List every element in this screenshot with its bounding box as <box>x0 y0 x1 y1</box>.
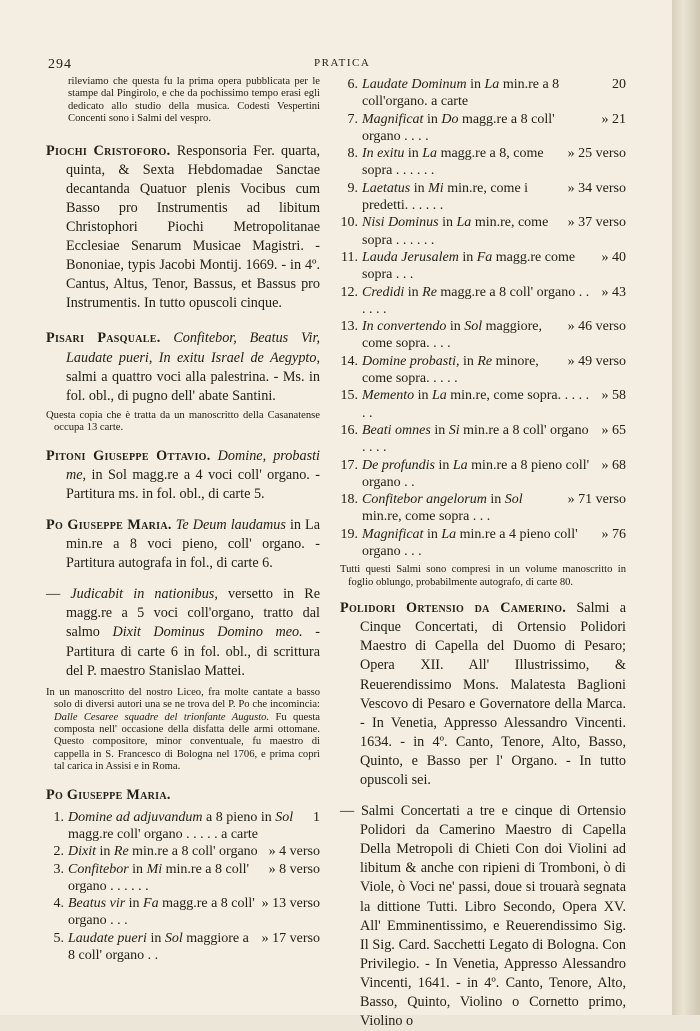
psalm-item <box>46 843 320 860</box>
key-name: La <box>431 388 447 404</box>
work-title: Judicabit in nationibus, <box>70 586 218 603</box>
item-text: in <box>128 896 140 912</box>
folio-ref: » 37 verso <box>567 215 626 231</box>
psalm-title: Lauda Jerusalem <box>362 249 459 265</box>
item-text: a 8 pieno in <box>206 809 272 825</box>
work-title: Dixit Dominus Domino meo. <box>112 624 303 641</box>
author-name: Pisari Pasquale. <box>46 330 161 347</box>
psalm-item <box>46 861 320 896</box>
folio-ref: » 8 verso <box>268 861 320 877</box>
folio-ref: » 71 verso <box>567 492 626 508</box>
item-number: 6. <box>347 77 358 92</box>
item-text: min.re, come sopra. . . . . . . <box>362 388 590 421</box>
item-text: min.re a 4 pieno coll' organo . . . <box>362 526 578 560</box>
salmi-note: Tutti questi Salmi sono compresi in un volume manoscritto in foglio oblungo, probabilmente autografo, di carte 80. <box>340 564 626 588</box>
key-name: La <box>441 526 457 542</box>
item-number: 3. <box>53 861 64 877</box>
item-number: 9. <box>347 180 358 196</box>
psalm-title: Magnificat <box>362 111 424 127</box>
folio-ref: » 13 verso <box>261 896 320 912</box>
psalm-item <box>340 214 626 249</box>
entry-text: in Sol magg.re a 4 voci coll' organo. - Partitura ms. in fol. obl., di carte 5. <box>66 466 320 502</box>
psalm-item <box>340 180 626 215</box>
author-name: Pitoni Giuseppe Ottavio. <box>46 447 211 464</box>
item-text: in <box>490 492 502 508</box>
item-text: min.re, come sopra . . . <box>362 509 491 525</box>
key-name: Re <box>113 844 129 860</box>
dash: — <box>46 586 61 603</box>
item-line <box>68 809 320 844</box>
item-line <box>68 895 320 930</box>
folio-ref: » 17 verso <box>261 930 320 946</box>
psalm-title: Laetatus <box>362 180 411 196</box>
folio-ref: » 65 <box>601 422 626 438</box>
item-number: 1. <box>53 809 64 825</box>
item-line <box>362 457 626 492</box>
entry-text: in La min.re a 8 voci pieno, coll' organo. - Partitura autografa in fol., di carte 6. <box>66 516 320 572</box>
psalm-item <box>340 284 626 319</box>
key-name: Re <box>477 353 493 369</box>
po-note <box>46 687 320 774</box>
entry-text: Salmi Concertati a tre e cinque di Ortensio Polidori da Camerino Maestro di Capella Della Metropoli di Chieti Con doi Violini ad libitum & anche con ripieni di Tromboni, ò di Viole, ò Voci ne' passi, doue si trouarà segnata la dittione Tutti. Libro Secondo, Opera XV. All' Emminentissimo, e Reuerendissimo Sig. Il Sig. Card. Sacchetti Legato di Bologna. Con Privilegio. - In Venetia, Appresso Alessandro Vincenti, 1641. - in 4º. Canto, Tenore, Alto, Basso, Quinto, Violino o Cornetto primo, Violino o <box>360 803 627 1030</box>
psalm-list-right <box>340 76 626 560</box>
item-line <box>362 353 626 388</box>
item-line <box>362 180 626 215</box>
item-text: min.re a 8 coll'organo. a carte <box>362 77 560 110</box>
key-name: Do <box>441 111 459 127</box>
item-text: magg.re coll' organo . . . . . a carte <box>68 826 259 842</box>
key-name: La <box>484 77 500 92</box>
item-number: 7. <box>347 111 358 127</box>
item-line <box>362 526 626 561</box>
author-name: Po Giuseppe Maria. <box>46 516 172 533</box>
key-name: Sol <box>164 930 183 946</box>
item-text: in <box>449 319 461 335</box>
item-text: maggiore a 8 coll' organo . . <box>68 930 249 963</box>
psalm-title: Laudate pueri <box>68 930 147 946</box>
entry-pisari <box>46 329 320 405</box>
item-number: 17. <box>340 457 358 473</box>
author-name: Po Giuseppe Maria. <box>46 786 171 803</box>
psalm-item <box>340 249 626 284</box>
item-text: magg.re a 8 coll' organo . . . . . . <box>362 284 590 317</box>
item-text: in <box>462 353 474 369</box>
psalm-title: In exitu <box>362 146 405 162</box>
item-text: in <box>442 215 454 231</box>
folio-ref: » 46 verso <box>567 319 626 335</box>
item-number: 8. <box>347 146 358 162</box>
key-name: La <box>422 146 438 162</box>
folio-ref: 20 <box>612 77 626 92</box>
item-text: in <box>462 249 474 265</box>
entry-text: versetto in Re magg.re a 5 voci coll'organo, tratto dal salmo <box>66 586 321 641</box>
entry-piochi <box>46 142 320 314</box>
psalm-item <box>340 387 626 422</box>
running-title: PRATICA <box>314 57 371 69</box>
key-name: Sol <box>504 492 523 508</box>
psalm-item <box>340 76 626 111</box>
item-text: in <box>132 861 144 877</box>
item-text: magg.re come sopra . . . <box>362 249 576 283</box>
key-name: La <box>452 457 468 473</box>
key-name: Mi <box>428 180 444 196</box>
folio-ref: » 34 verso <box>567 180 626 196</box>
right-column <box>340 76 626 1031</box>
entry-text: - Partitura di carte 6 in fol. obl., di scrittura del P. maestro Stanislao Mattei. <box>66 624 320 679</box>
psalm-title: Memento <box>362 388 415 404</box>
left-column <box>46 76 320 964</box>
item-text: in <box>470 77 482 92</box>
psalm-list-left <box>46 809 320 965</box>
psalm-item <box>46 809 320 844</box>
item-text: min.re, come i predetti. . . . . . <box>362 180 529 214</box>
key-name: Re <box>422 284 437 300</box>
psalm-item <box>340 145 626 180</box>
psalm-item <box>340 457 626 492</box>
entry-text: salmi a quattro voci alla palestrina. - Ms. in fol. obl., di pugno dell' abate Santini. <box>66 368 320 404</box>
item-number: 2. <box>53 844 64 860</box>
psalm-title: Laudate Dominum <box>362 77 467 92</box>
psalm-title: Domine ad adjuvandum <box>68 809 203 825</box>
item-text: in <box>413 180 425 196</box>
item-text: minore, come sopra. . . . . <box>362 353 539 387</box>
psalm-item <box>340 318 626 353</box>
folio-ref: » 43 <box>601 284 626 300</box>
item-line <box>362 111 626 146</box>
item-line <box>362 214 626 249</box>
entry-po-judicabit <box>46 585 320 680</box>
author-name: Piochi Cristoforo. <box>46 142 171 159</box>
item-text: magg.re a 8, come sopra . . . . . . <box>362 146 544 179</box>
item-text: in <box>407 146 419 162</box>
psalm-title: Confitebor <box>68 861 129 877</box>
key-name: La <box>456 215 472 231</box>
item-number: 18. <box>340 492 358 508</box>
psalm-title: De profundis <box>362 457 435 473</box>
folio-ref: » 68 <box>601 457 626 473</box>
work-title: Domine, probasti me, <box>66 447 320 483</box>
item-number: 11. <box>341 249 358 265</box>
item-line <box>68 861 320 896</box>
pisari-note: Questa copia che è tratta da un manoscritto della Casanatense occupa 13 carte. <box>46 409 320 434</box>
item-text: min.re, come sopra . . . . . . <box>362 215 549 248</box>
item-text: min.re a 8 pieno coll' organo . . <box>362 457 590 490</box>
work-title: Confitebor, Beatus Vir, Laudate pueri, In exitu Israel de Aegypto, <box>66 330 320 366</box>
item-line <box>362 387 626 422</box>
item-number: 5. <box>53 930 64 946</box>
item-text: in <box>434 422 446 438</box>
page-edge <box>672 0 700 1015</box>
key-name: Mi <box>146 861 163 877</box>
item-number: 14. <box>340 353 358 369</box>
psalm-title: In convertendo <box>362 319 447 335</box>
psalm-item <box>340 491 626 526</box>
folio-ref: » 40 <box>601 249 626 265</box>
psalm-item <box>340 422 626 457</box>
entry-po-salmi <box>46 786 320 805</box>
key-name: Sol <box>275 809 294 825</box>
psalm-title: Credidi <box>362 284 405 300</box>
folio-ref: » 58 <box>601 388 626 404</box>
item-text: in <box>426 111 438 127</box>
item-number: 13. <box>340 319 358 335</box>
item-line <box>362 284 626 319</box>
psalm-item <box>46 930 320 965</box>
entry-polidori-salmi <box>340 802 626 1031</box>
entry-po-te-deum <box>46 516 320 573</box>
work-title: Te Deum laudamus <box>175 516 286 533</box>
entry-text: Salmi a Cinque Concertati, di Ortensio Polidori Maestro di Capella del Duomo di Pesaro; Opera XII. All' Illustrissimo, & Reuerendissimo Mons. Malatesta Baglioni Vescovo di Pesaro e Governatore della Marca. - In Venetia, Appresso Alessandro Vincenti. 1634. - in 4º. Canto, Tenore, Alto, Basso, Quinto, e Basso per l' Organo. - In tutto opuscoli sei. <box>360 600 626 788</box>
page-number: 294 <box>48 57 72 72</box>
psalm-title: Nisi Dominus <box>362 215 439 231</box>
psalm-item <box>46 895 320 930</box>
dash: — <box>340 803 355 820</box>
item-number: 19. <box>340 526 358 542</box>
item-line <box>362 249 626 284</box>
key-name: Sol <box>464 319 483 335</box>
item-text: min.re a 8 coll' organo . . . . . . <box>68 861 250 894</box>
item-number: 16. <box>340 422 358 438</box>
psalm-title: Beatus vir <box>68 896 126 912</box>
item-text: in <box>438 457 450 473</box>
psalm-title: Magnificat <box>362 526 424 542</box>
folio-ref: » 76 <box>601 526 626 542</box>
item-text: in <box>150 930 162 946</box>
entry-pitoni <box>46 447 320 504</box>
item-line <box>362 145 626 180</box>
item-line <box>362 318 626 353</box>
item-text: min.re a 8 coll' organo <box>132 844 258 860</box>
item-number: 15. <box>340 388 358 404</box>
item-text: in <box>407 284 419 300</box>
item-text: min.re a 8 coll' organo . . . . <box>362 422 589 456</box>
folio-ref: » 25 verso <box>567 146 626 162</box>
item-number: 10. <box>340 215 358 231</box>
entry-text: Responsoria Fer. quarta, quinta, & Sexta Hebdomadae Sanctae decantanda Quatuor plenis Vocibus cum Basso pro Instrumentis ad libitum Christophori Piochi Metropolitanae Ecclesiae Senarum Musicae Magistri. - Bononiae, typis Jacobi Montij. 1669. - in 4º. Cantus, Altus, Tenor, Bassus, et Bassus pro Instrumentis. In tutto opuscoli cinque. <box>66 142 320 312</box>
key-name: Fa <box>143 896 159 912</box>
psalm-title: Confitebor angelorum <box>362 492 487 508</box>
psalm-title: Dixit <box>68 844 96 860</box>
psalm-title: Beati omnes <box>362 422 431 438</box>
item-text: magg.re a 8 coll' organo . . . . <box>362 111 555 144</box>
item-line <box>362 76 626 111</box>
key-name: Si <box>448 422 460 438</box>
folio-ref: » 4 verso <box>268 844 320 860</box>
item-text: in <box>426 526 438 542</box>
author-name: Polidori Ortensio da Camerino. <box>340 600 567 617</box>
item-line <box>362 422 626 457</box>
psalm-item <box>340 353 626 388</box>
psalm-title: Domine probasti, <box>362 353 460 369</box>
cantata-title: Dalle Cesaree squadre del trionfante Augusto. <box>54 711 270 723</box>
item-line <box>68 843 320 860</box>
psalm-item <box>340 526 626 561</box>
item-text: magg.re a 8 coll' organo . . . <box>68 896 255 929</box>
item-number: 12. <box>340 284 358 300</box>
folio-ref: » 21 <box>601 111 626 127</box>
key-name: Fa <box>476 249 493 265</box>
entry-polidori <box>340 599 626 790</box>
item-line <box>68 930 320 965</box>
item-text: in <box>417 388 429 404</box>
intro-note: rileviamo che questa fu la prima opera pubblicata per le stampe dal Pingirolo, e che da pochissimo tempo erasi egli dedicato allo studio della musica. Codesti Vespertini Concenti sono i Salmi del vespro. <box>68 76 320 125</box>
item-number: 4. <box>53 896 64 912</box>
item-line <box>362 491 626 526</box>
item-text: maggiore, come sopra. . . . <box>362 319 543 352</box>
note-text: Fu questa composta nell' occasione della disfatta delle armi ottomane. Questo compositore, minor conventuale, fu maestro di cappella in S. Francesco di Bologna nel 1706, e prima coprì tal carica in Assisi e in Roma. <box>54 711 321 773</box>
note-text: In un manoscritto del nostro Liceo, fra molte cantate a basso solo di diversi autori una se ne trova del P. Po che incomincia: <box>46 686 320 711</box>
item-text: in <box>99 844 111 860</box>
folio-ref: 1 <box>313 809 320 825</box>
folio-ref: » 49 verso <box>567 353 626 369</box>
psalm-item <box>340 111 626 146</box>
